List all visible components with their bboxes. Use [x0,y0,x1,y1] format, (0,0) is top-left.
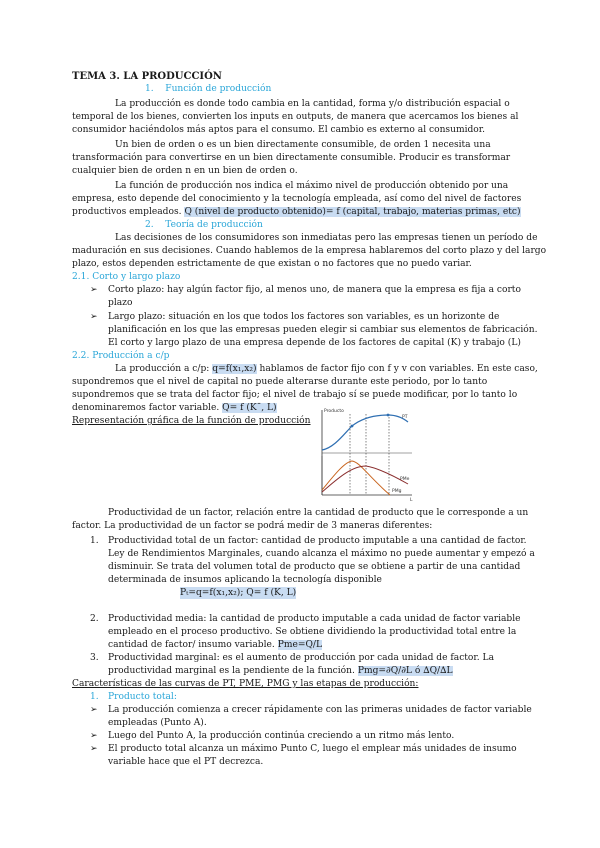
point-a-marker [351,425,354,428]
list-line: Ley de Rendimientos Marginales, cuando alcanza el máximo no puede aumentar y empezó a [108,549,535,559]
section-1-heading [145,83,271,95]
graph-label-pme: PMe [400,477,410,482]
total-product-formula: Pₜ=q=f(x₁,x₂); Q= f (K, L) [180,588,297,598]
list-text: cantidad de factor/ insumo variable. [108,640,275,650]
bullet-arrow-icon: ➢ [90,312,98,322]
section-number: 1. [145,84,154,94]
section-number: 2. [145,220,154,230]
paragraph-text: denominaremos factor variable. [72,403,220,413]
list-number: 1. [90,536,99,546]
bullet-line: La producción comienza a crecer rápidamente con las primeras unidades de factor variable [108,705,532,715]
paragraph-text: hablamos de factor fijo con f y v con variables. En este caso, [259,364,538,374]
paragraph-line: empresa, esto depende del conocimiento y la tecnología empleada, así como del nivel de factores [72,194,522,204]
paragraph-line: temporal de los bienes, convierten los inputs en outputs, de manera que acercamos los bienes al [72,112,519,122]
bullet-line: Corto plazo: hay algún factor fijo, al menos uno, de manera que la empresa es fija a corto [108,285,521,295]
bullet-arrow-icon: ➢ [90,731,98,741]
list-line: empleado en el proceso productivo. Se obtiene dividiendo la productividad total entre la [108,627,517,637]
graph-label-pt: PT [402,415,408,420]
bullet-line: planificación en los que las empresas pueden elegir si cambiar sus elementos de fabricación. [108,325,538,335]
paragraph-text: productivos empleados. [72,207,182,217]
list-line: Productividad media: la cantidad de producto imputable a cada unidad de factor variable [108,614,521,624]
paragraph-line: cualquier bien de orden n en un bien de orden o. [72,166,298,176]
list-text: productividad marginal es la pendiente de la función. [108,666,355,676]
document-title: TEMA 3. LA PRODUCCIÓN [72,71,222,82]
list-line [108,665,453,677]
bullet-line: variable hace que el PT decrezca. [108,757,264,767]
subsection-number: 1. [90,692,99,702]
graph-label-x: L [410,498,413,503]
paragraph-line: maduración en sus decisiones. Cuando hablemos de la empresa hablaremos del corto plazo y del largo [72,246,547,256]
paragraph-line [72,206,521,218]
bullet-arrow-icon: ➢ [90,705,98,715]
short-run-function-formula: Q= f (K¯, L) [222,403,277,413]
list-line: Productividad marginal: es el aumento de producción por cada unidad de factor. La [108,653,494,663]
subsection-heading: 2.2. Producción a c/p [72,351,170,361]
paragraph-line: factor. La productividad de un factor se podrá medir de 3 maneras diferentes: [72,521,433,531]
list-line [108,639,322,651]
paragraph-line: supondremos que el nivel de capital no puede alterarse durante este periodo, por lo tanto [72,377,488,387]
list-number: 2. [90,614,99,624]
production-function-formula: Q (nivel de producto obtenido)= f (capital, trabajo, materias primas, etc) [184,207,521,217]
bullet-line: empleadas (Punto A). [108,718,207,728]
graph-label-pmg: PMg [392,489,402,494]
marginal-product-formula: Pmg=∂Q/∂L ó ∆Q/∆L [357,666,453,676]
bullet-line: Largo plazo: situación en los que todos los factores son variables, es un horizonte de [108,312,500,322]
total-product-curve [322,415,408,450]
production-function-graph [308,404,418,504]
subsection-heading: 2.1. Corto y largo plazo [72,272,181,282]
subsection-heading: Producto total: [108,692,177,702]
paragraph-line: supondremos que se trata del factor fijo; el nivel de trabajo sí se puede modificar, por lo tanto lo [72,390,518,400]
paragraph-line [115,363,538,375]
section-title: Teoría de producción [165,220,263,230]
paragraph-line: El corto y largo plazo de una empresa depende de los factores de capital (K) y trabajo (L) [108,338,521,348]
list-number: 3. [90,653,99,663]
paragraph-line: Un bien de orden o es un bien directamente consumible, de orden 1 necesita una [115,140,491,150]
paragraph-text: La producción a c/p: [115,364,210,374]
section-2-heading [145,219,263,231]
bullet-line: plazo [108,298,133,308]
bullet-line: El producto total alcanza un máximo Punto C, luego el emplear más unidades de insumo [108,744,517,754]
list-line: determinada de insumos aplicando la tecnología disponible [108,575,382,585]
marginal-product-curve [322,461,390,495]
point-c-marker [387,414,390,417]
paragraph-line: La producción es donde todo cambia en la cantidad, forma y/o distribución espacial o [115,99,510,109]
list-line: Productividad total de un factor: cantidad de producto imputable a una cantidad de factor. [108,536,527,546]
bullet-arrow-icon: ➢ [90,744,98,754]
list-line: disminuir. Se trata del volumen total de producto que se obtiene a partir de una cantidad [108,562,521,572]
paragraph-line: Productividad de un factor, relación entre la cantidad de producto que le corresponde a un [108,508,529,518]
bullet-arrow-icon: ➢ [90,285,98,295]
section-title: Función de producción [165,84,272,94]
graph-label-product: Producto [324,409,344,414]
paragraph-line: La función de producción nos indica el máximo nivel de producción obtenido por una [115,181,509,191]
paragraph-line: consumidor haciéndolos más aptos para el consumo. El cambio es externo al consumidor. [72,125,486,135]
average-product-formula: Pme=Q/L [277,640,323,650]
paragraph-line [72,402,277,414]
paragraph-line: transformación para convertirse en un bien directamente consumible. Producir es transformar [72,153,511,163]
characteristics-heading: Características de las curvas de PT, PME, PMG y las etapas de producción: [72,679,419,689]
short-run-formula: q=f(x₁,x₂) [212,364,257,374]
paragraph-line: plazo, estos dependen estrictamente de que existan o no factores que no puedo variar. [72,259,472,269]
bullet-line: Luego del Punto A, la producción continúa creciendo a un ritmo más lento. [108,731,455,741]
graph-heading: Representación gráfica de la función de producción [72,416,311,426]
paragraph-line: Las decisiones de los consumidores son inmediatas pero las empresas tienen un período de [115,233,538,243]
